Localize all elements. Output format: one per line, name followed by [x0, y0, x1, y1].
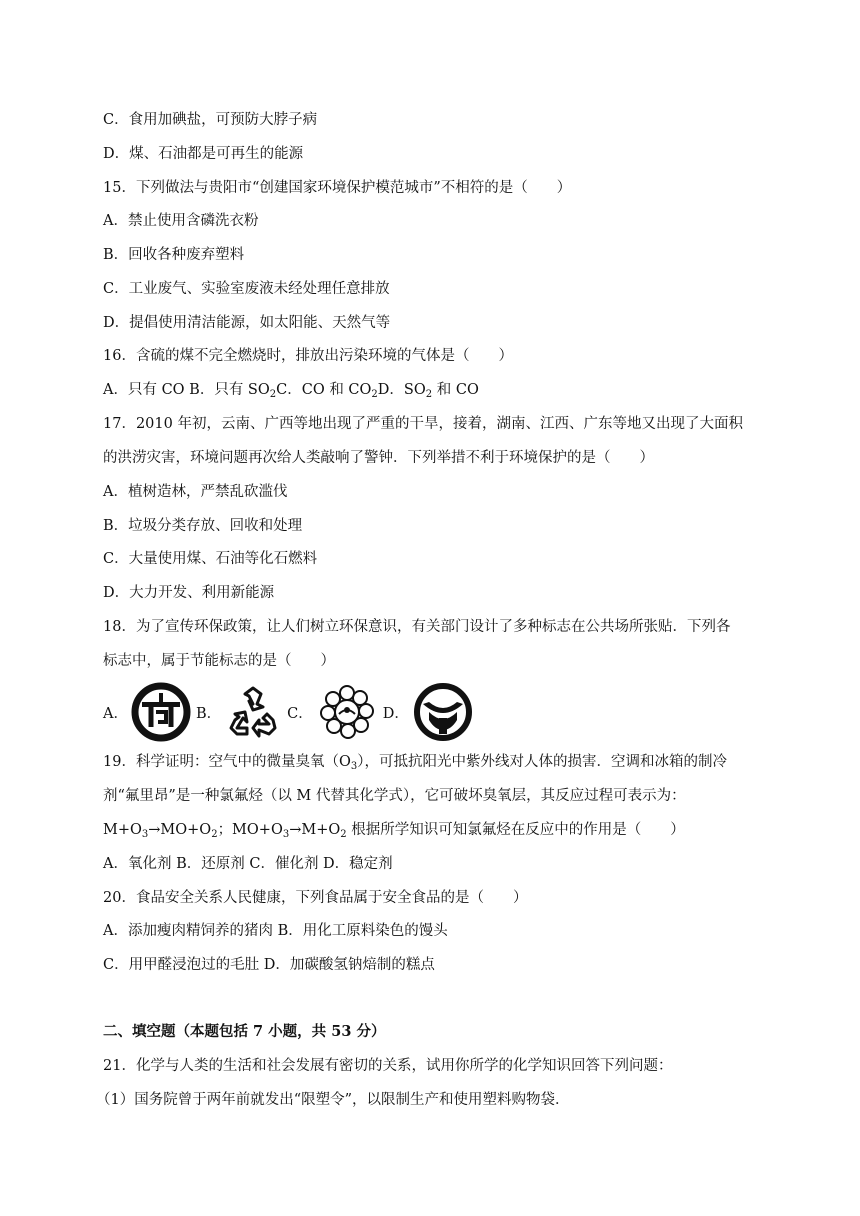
option-c-iodized-salt: C．食用加碘盐，可预防大脖子病	[103, 112, 318, 128]
q17-option-c: C．大量使用煤、石油等化石燃料	[103, 551, 318, 567]
question-20: 20．食品安全关系人民健康，下列食品属于安全食品的是（ ）	[103, 890, 528, 906]
recycling-logo-icon	[223, 682, 283, 742]
question-21-part-1: （1）国务院曾于两年前就发出“限塑令”，以限制生产和使用塑料购物袋．	[96, 1092, 570, 1108]
energy-saving-logo-a-icon	[130, 682, 192, 742]
q15-option-c: C．工业废气、实验室废液未经处理任意排放	[103, 281, 390, 297]
q18-option-b-label: B．	[195, 705, 222, 722]
q19-options: A．氧化剂 B．还原剂 C．催化剂 D．稳定剂	[103, 856, 393, 872]
environmental-label-flower-icon	[315, 682, 379, 742]
energy-saving-logo-d-icon	[411, 682, 475, 742]
question-18-line-2: 标志中，属于节能标志的是（ ）	[103, 653, 335, 669]
question-17-line-1: 17．2010 年初，云南、广西等地出现了严重的干旱，接着，湖南、江西、广东等地又出现了大面积	[103, 416, 743, 432]
q17-option-b: B．垃圾分类存放、回收和处理	[103, 518, 303, 534]
q18-option-d-label: D．	[382, 705, 409, 722]
q16-options: A．只有 CO B．只有 $SO_2C$．CO 和 $CO_2D$．$SO_2$ 和 CO	[103, 382, 479, 400]
q18-logo-options	[103, 682, 475, 742]
q15-option-a: A．禁止使用含磷洗衣粉	[103, 213, 259, 229]
question-18-line-1: 18．为了宣传环保政策，让人们树立环保意识，有关部门设计了多种标志在公共场所张贴．下列各	[103, 619, 731, 635]
question-19-line-2: 剂“氟里昂”是一种氯氟烃（以 M 代替其化学式），它可破坏臭氧层，其反应过程可表示为：	[103, 788, 686, 804]
q20-options-line-2: C．用甲醛浸泡过的毛肚 D．加碳酸氢钠焙制的糕点	[103, 957, 435, 973]
q17-option-a: A．植树造林，严禁乱砍滥伐	[103, 484, 288, 500]
q18-option-a-label: A．	[103, 705, 128, 722]
option-d-coal-oil: D．煤、石油都是可再生的能源	[103, 146, 304, 162]
q17-option-d: D．大力开发、利用新能源	[103, 585, 275, 601]
question-17-line-2: 的洪涝灾害，环境问题再次给人类敲响了警钟．下列举措不利于环境保护的是（ ）	[103, 450, 654, 466]
q15-option-b: B．回收各种废弃塑料	[103, 247, 245, 263]
q15-option-d: D．提倡使用清洁能源，如太阳能、天然气等	[103, 315, 391, 331]
question-21: 21．化学与人类的生活和社会发展有密切的关系，试用你所学的化学知识回答下列问题：	[103, 1058, 673, 1074]
question-16: 16．含硫的煤不完全燃烧时，排放出污染环境的气体是（ ）	[103, 348, 513, 364]
q20-options-line-1: A．添加瘦肉精饲养的猪肉 B．用化工原料染色的馒头	[103, 923, 448, 939]
question-19-line-1: 19．科学证明：空气中的微量臭氧$(O_3)$，可抵抗阳光中紫外线对人体的损害．空调和冰箱的制冷	[103, 754, 727, 772]
section-2-heading: 二、填空题（本题包括 7 小题，共 53 分）	[103, 1023, 386, 1040]
q18-option-c-label: C．	[287, 705, 313, 722]
question-15: 15．下列做法与贵阳市“创建国家环境保护模范城市”不相符的是（ ）	[103, 180, 572, 196]
question-19-line-3: $M+O_3\to MO+O_2$；$MO+O_3\to M+O_2$ 根据所学知识可知氯氟烃在反应中的作用是（ ）	[103, 822, 685, 840]
